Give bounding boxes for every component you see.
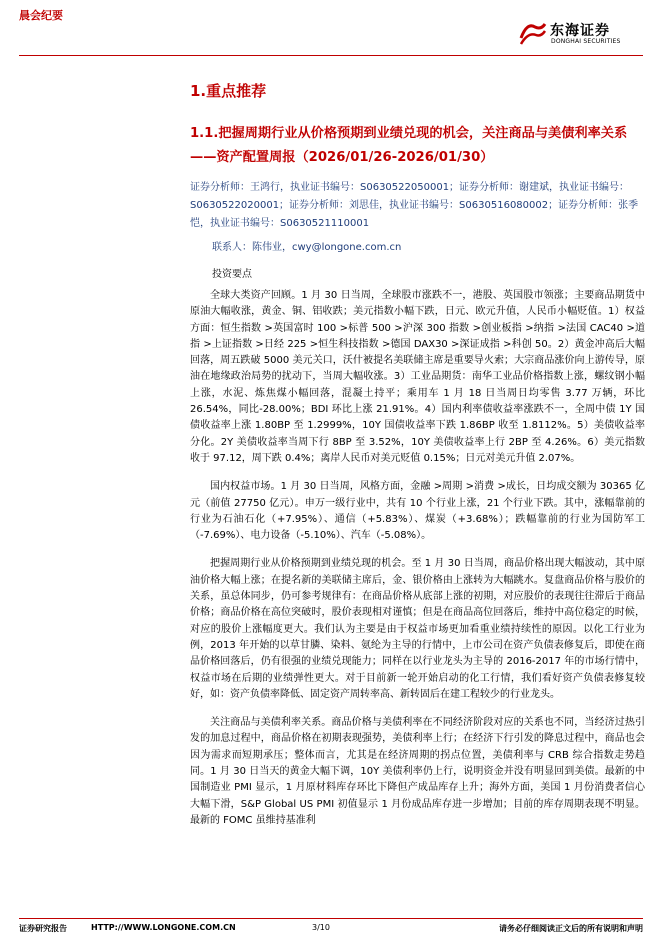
company-logo bbox=[518, 18, 648, 50]
page-number: 3/10 bbox=[312, 923, 330, 932]
logo-en-text: DONGHAI SECURITIES bbox=[551, 38, 621, 45]
subsection-heading: 1.1.把握周期行业从价格预期到业绩兑现的机会，关注商品与美债利率关系——资产配置周报（2026/01/26-2026/01/30） bbox=[190, 126, 628, 165]
footer-divider bbox=[19, 918, 643, 919]
body-text bbox=[190, 288, 645, 841]
wave-logo-icon bbox=[518, 18, 548, 48]
paragraph-commodity-treasury: 关注商品与美债利率关系。商品价格与美债利率在不同经济阶段对应的关系也不同，当经济过热引发的加息过程中，商品价格在初期表现强势，美债利率上行；在经济下行引发的降息过程中，商品也会因为需求而短期承压；整体而言，尤其是在经济周期的拐点位置，美债利率与 CRB 综合指数走势趋同。1 月 30 日当天的黄金大幅下调，10Y 美债利率仍上行，说明资金并没有明显回到美债。最新的中国制造业 PMI 显示，1 月原材料库存环比下降但产成品库存上升；海外方面，美国 1 月份消费者信心大幅下滑，S&P Global US PMI 初值显示 1 月份成品库存进一步增加；目前的库存周期表现不明显。最新的 FOMC 虽维持基准利 bbox=[190, 717, 645, 826]
paragraph-cyclical-industries: 把握周期行业从价格预期到业绩兑现的机会。至 1 月 30 日当周，商品价格出现大幅波动，其中原油价格大幅上涨；在提名新的美联储主席后，金、银价格由上涨转为大幅跳水。复盘商品价格与股价的关系，虽总体同步，仍可参考规律有：在商品价格从底部上涨的初期，对应股价的表现往往滞后于商品价格；商品价格在高位突破时，股价表现相对谨慎；但是在商品高位回落后，维持中高位稳定的时候，对应的股价上涨幅度更大。我们认为主要是由于权益市场更加看重业绩持续性的原因。以化工行业为例，2013 年开始的以草甘膦、染料、氨纶为主导的行情中，上市公司在资产负债表修复后，即使在商品价格回落后，仍有很强的业绩兑现能力；同样在以行业龙头为主导的 2016-2017 年的市场行情中，权益市场在后期的业绩弹性更大。对于目前新一轮开始启动的化工行情，我们看好资产负债表修复较好，如：资产负债率降低、固定资产周转率高、新转固后在建工程较少的行业龙头。 bbox=[190, 558, 645, 700]
analyst-list: 证券分析师：王鸿行，执业证书编号：S0630522050001；证券分析师：谢建斌，执业证书编号：S0630522020001；证券分析师：刘思佳，执业证书编号：S0630516080002；证券分析师：张季恺，执业证书编号：S0630521110001 bbox=[190, 182, 639, 229]
logo-cn-text: 东海证券 bbox=[550, 23, 610, 39]
header-divider bbox=[19, 55, 643, 56]
footer-report-type: 证券研究报告 bbox=[19, 924, 67, 933]
section-heading: 1.重点推荐 bbox=[190, 82, 267, 100]
contact-line: 联系人：陈伟业，cwy@longone.com.cn bbox=[212, 242, 402, 253]
report-type-tag: 晨会纪要 bbox=[19, 9, 63, 22]
footer-website-link[interactable]: HTTP://WWW.LONGONE.COM.CN bbox=[91, 923, 236, 932]
paragraph-global-assets: 全球大类资产回顾。1 月 30 日当周，全球股市涨跌不一，港股、英国股市领涨；主要商品期货中原油大幅收涨，黄金、铜、铝收跌；美元指数小幅下跌，日元、欧元升值，人民币小幅贬值。1）权益方面：恒生指数 >英国富时 100 >标普 500 >沪深 300 指数 >创业板指 >纳指 >法国 CAC40 >道指 >上证指数 >日经 225 >恒生科技指数 >德国 DAX30 >深证成指 >科创 50。2）黄金冲高后大幅回落，周五跌破 5000 美元关口，沃什被提名美联储主席是重要导火索；大宗商品涨价向上游传导，原油在地缘政治局势的扰动下，当周大幅收涨。3）工业品期货：南华工业品价格指数上涨，螺纹钢小幅上涨，水泥、炼焦煤小幅回落，混凝土持平；乘用车 1 月 18 日当周日均零售 3.77 万辆，环比 26.54%，同比-28.00%；BDI 环比上涨 21.91%。4）国内利率债收益率涨跌不一，全周中债 1Y 国债收益率上涨 1.80BP 至 1.2999%，10Y 国债收益率下跌 1.86BP 收至 1.8112%。5）美债收益率分化。2Y 美债收益率当周下行 8BP 至 3.52%，10Y 美债收益率上行 2BP 至 4.26%。6）美元指数收于 97.12，周下跌 0.4%；离岸人民币对美元贬值 0.15%；日元对美元升值 2.07%。 bbox=[190, 290, 645, 464]
key-points-label: 投资要点 bbox=[212, 269, 252, 280]
paragraph-domestic-equity: 国内权益市场。1 月 30 日当周，风格方面，金融 >周期 >消费 >成长，日均成交额为 30365 亿元（前值 27750 亿元）。申万一级行业中，共有 10 个行业上涨，21 个行业下跌。其中，涨幅靠前的行业为石油石化（+7.95%）、通信（+5.83%）、煤炭（+3.68%）；跌幅靠前的行业为国防军工（-7.69%）、电力设备（-5.10%）、汽车（-5.08%）。 bbox=[190, 481, 645, 542]
footer-disclaimer: 请务必仔细阅读正文后的所有说明和声明 bbox=[499, 924, 643, 933]
